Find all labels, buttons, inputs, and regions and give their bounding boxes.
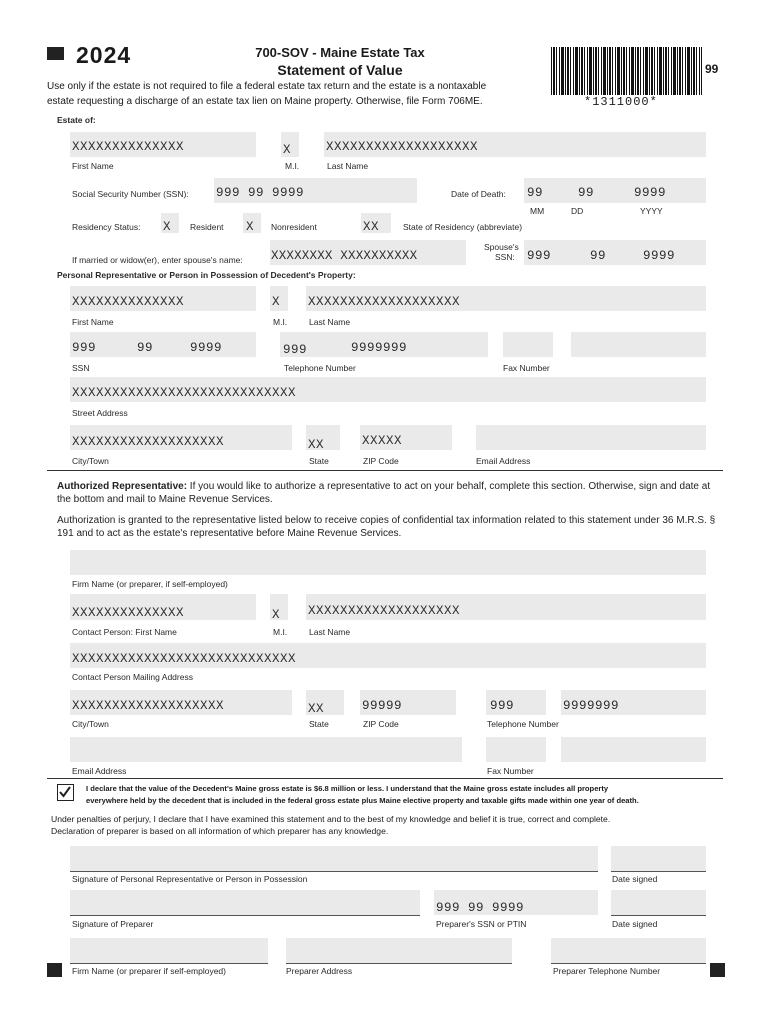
preparer-ssn-label: Preparer's SSN or PTIN	[436, 919, 527, 929]
date-of-death-label: Date of Death:	[451, 189, 506, 199]
dod-month-value: 99	[527, 186, 544, 200]
state-of-residency-value: XX	[363, 220, 380, 234]
rep-signature-line	[70, 871, 598, 872]
contact-state-value: XX	[308, 702, 325, 716]
estate-first-name-value: XXXXXXXXXXXXXX	[72, 140, 185, 154]
resident-mark: X	[163, 220, 172, 234]
rep-section-label: Personal Representative or Person in Possession of Decedent's Property:	[57, 270, 356, 280]
contact-first-name-value: XXXXXXXXXXXXXX	[72, 606, 185, 620]
declaration-line-2: everywhere held by the decedent that is included in the federal gross estate plus Maine elective property and taxable gifts made within one year of death.	[86, 796, 639, 805]
rep-date-line	[611, 871, 706, 872]
authorized-rep-text-1: If you would like to authorize a representative to act on your behalf, complete this section. Otherwise, sign and date at the bottom and mail to Maine Revenue Services.	[57, 481, 711, 505]
firm-name-field[interactable]	[70, 550, 706, 575]
rep-fax-number-field[interactable]	[571, 332, 706, 357]
page-code: 99	[705, 62, 719, 76]
estate-mi-label: M.I.	[285, 161, 300, 171]
date-of-death-field[interactable]	[524, 178, 706, 203]
rep-street-label: Street Address	[72, 408, 128, 418]
spouse-ssn-part-3: 9999	[643, 249, 676, 263]
rep-phone-area: 999	[283, 343, 308, 357]
preparer-address-label: Preparer Address	[286, 966, 353, 976]
estate-ssn-label: Social Security Number (SSN):	[72, 189, 189, 199]
preparer-phone-line	[551, 963, 706, 964]
rep-ssn-part-2: 99	[137, 341, 154, 355]
registration-mark-bottom-right	[710, 963, 725, 977]
rep-fax-area-field[interactable]	[503, 332, 553, 357]
rep-email-field[interactable]	[476, 425, 706, 450]
preparer-phone-label: Preparer Telephone Number	[553, 966, 661, 976]
declaration-line-1: I declare that the value of the Decedent's Maine gross estate is $6.8 million or less. I understand that the Maine gross estate includes all property	[86, 784, 609, 793]
spouse-name-value: XXXXXXXX XXXXXXXXXX	[271, 249, 418, 263]
authorized-rep-text-2: Authorization is granted to the representative listed below to receive copies of confidential tax information related to this statement under 36 M.R.S. § 191 and to act as the estate's representative before Maine Revenue Services.	[57, 515, 716, 539]
rep-phone-number: 9999999	[351, 341, 408, 355]
preparer-signature-line	[70, 915, 420, 916]
preparer-date-signed-field[interactable]	[611, 890, 706, 915]
preparer-signature-field[interactable]	[70, 890, 420, 915]
contact-zip-value: 99999	[362, 699, 403, 713]
dod-mm-label: MM	[530, 206, 545, 216]
estate-first-name-label: First Name	[72, 161, 114, 171]
form-subtitle: Statement of Value	[277, 62, 403, 78]
contact-fax-number-field[interactable]	[561, 737, 706, 762]
intro-line-1: Use only if the estate is not required to file a federal estate tax return and the estate is a nontaxable	[47, 81, 487, 92]
contact-phone-label: Telephone Number	[487, 719, 559, 729]
spouse-ssn-field[interactable]	[524, 240, 706, 265]
rep-signature-field[interactable]	[70, 846, 598, 871]
rep-mi-value: X	[272, 295, 281, 309]
contact-mailing-label: Contact Person Mailing Address	[72, 672, 193, 682]
preparer-phone-field[interactable]	[551, 938, 706, 963]
intro-line-2: estate requesting a discharge of an estate tax lien on Maine property. Otherwise, file Form 706ME.	[47, 96, 483, 107]
section-divider-2	[47, 778, 723, 779]
rep-ssn-label: SSN	[72, 363, 90, 373]
rep-first-name-label: First Name	[72, 317, 114, 327]
estate-ssn-value: 999 99 9999	[216, 186, 305, 200]
firm-name-label: Firm Name (or preparer, if self-employed)	[72, 579, 228, 589]
resident-label: Resident	[190, 222, 224, 232]
barcode	[551, 47, 702, 95]
dod-day-value: 99	[578, 186, 595, 200]
spouse-ssn-label-1: Spouse's	[484, 242, 519, 252]
preparer-ssn-value: 999 99 9999	[436, 901, 525, 915]
rep-state-value: XX	[308, 438, 325, 452]
checkmark-icon	[58, 785, 72, 799]
contact-phone-number-value: 9999999	[563, 699, 620, 713]
spouse-ssn-part-1: 999	[527, 249, 552, 263]
contact-last-name-label: Last Name	[309, 627, 351, 637]
estate-last-name-label: Last Name	[327, 161, 369, 171]
rep-date-signed-field[interactable]	[611, 846, 706, 871]
estate-last-name-value: XXXXXXXXXXXXXXXXXXX	[326, 140, 479, 154]
barcode-text: *1311000*	[584, 95, 658, 109]
contact-first-name-label: Contact Person: First Name	[72, 627, 177, 637]
rep-phone-label: Telephone Number	[284, 363, 356, 373]
dod-dd-label: DD	[571, 206, 584, 216]
rep-zip-value: XXXXX	[362, 434, 403, 448]
declaration-checkbox[interactable]	[57, 784, 74, 801]
rep-last-name-label: Last Name	[309, 317, 351, 327]
section-divider-1	[47, 470, 723, 471]
rep-first-name-value: XXXXXXXXXXXXXX	[72, 295, 185, 309]
rep-date-signed-label: Date signed	[612, 874, 658, 884]
tax-year: 2024	[76, 42, 132, 68]
rep-zip-label: ZIP Code	[363, 456, 399, 466]
authorized-rep-intro	[57, 480, 719, 506]
nonresident-label: Nonresident	[271, 222, 317, 232]
preparer-firm-field[interactable]	[70, 938, 268, 963]
rep-city-label: City/Town	[72, 456, 109, 466]
preparer-date-line	[611, 915, 706, 916]
rep-fax-label: Fax Number	[503, 363, 550, 373]
preparer-firm-line	[70, 963, 268, 964]
rep-city-value: XXXXXXXXXXXXXXXXXXX	[72, 435, 225, 449]
rep-signature-label: Signature of Personal Representative or Person in Possession	[72, 874, 308, 884]
preparer-address-field[interactable]	[286, 938, 512, 963]
contact-mailing-value: XXXXXXXXXXXXXXXXXXXXXXXXXXXX	[72, 652, 297, 666]
contact-mi-value: X	[272, 608, 281, 622]
dod-yyyy-label: YYYY	[640, 206, 663, 216]
contact-zip-label: ZIP Code	[363, 719, 399, 729]
contact-state-label: State	[309, 719, 329, 729]
authorized-rep-heading: Authorized Representative:	[57, 481, 188, 492]
rep-email-label: Email Address	[476, 456, 531, 466]
spouse-ssn-part-2: 99	[590, 249, 607, 263]
preparer-signature-label: Signature of Preparer	[72, 919, 154, 929]
contact-city-value: XXXXXXXXXXXXXXXXXXX	[72, 699, 225, 713]
contact-fax-label: Fax Number	[487, 766, 534, 776]
perjury-line-2: Declaration of preparer is based on all information of which preparer has any knowledge.	[51, 826, 389, 836]
rep-ssn-field[interactable]	[70, 332, 256, 357]
preparer-firm-label: Firm Name (or preparer if self-employed)	[72, 966, 226, 976]
rep-street-value: XXXXXXXXXXXXXXXXXXXXXXXXXXXX	[72, 386, 297, 400]
nonresident-mark: X	[246, 220, 255, 234]
registration-mark-bottom-left	[47, 963, 62, 977]
contact-phone-area-value: 999	[490, 699, 515, 713]
rep-ssn-part-3: 9999	[190, 341, 223, 355]
contact-fax-area-field[interactable]	[486, 737, 546, 762]
contact-email-field[interactable]	[70, 737, 462, 762]
rep-last-name-value: XXXXXXXXXXXXXXXXXXX	[308, 295, 461, 309]
preparer-address-line	[286, 963, 512, 964]
estate-section-label: Estate of:	[57, 115, 96, 125]
dod-year-value: 9999	[634, 186, 667, 200]
contact-email-label: Email Address	[72, 766, 127, 776]
contact-city-label: City/Town	[72, 719, 109, 729]
estate-mi-value: X	[283, 143, 292, 157]
preparer-date-signed-label: Date signed	[612, 919, 658, 929]
spouse-ssn-label-2: SSN:	[495, 252, 515, 262]
registration-mark-top-left	[47, 47, 64, 60]
rep-mi-label: M.I.	[273, 317, 288, 327]
perjury-line-1: Under penalties of perjury, I declare that I have examined this statement and to the best of my knowledge and belief it is true, correct and complete.	[51, 814, 611, 824]
spouse-name-label: If married or widow(er), enter spouse's name:	[72, 255, 243, 265]
form-title: 700-SOV - Maine Estate Tax	[255, 45, 425, 60]
residency-status-label: Residency Status:	[72, 222, 141, 232]
state-of-residency-label: State of Residency (abbreviate)	[403, 222, 523, 232]
contact-mi-label: M.I.	[273, 627, 288, 637]
rep-ssn-part-1: 999	[72, 341, 97, 355]
contact-last-name-value: XXXXXXXXXXXXXXXXXXX	[308, 604, 461, 618]
rep-state-label: State	[309, 456, 329, 466]
